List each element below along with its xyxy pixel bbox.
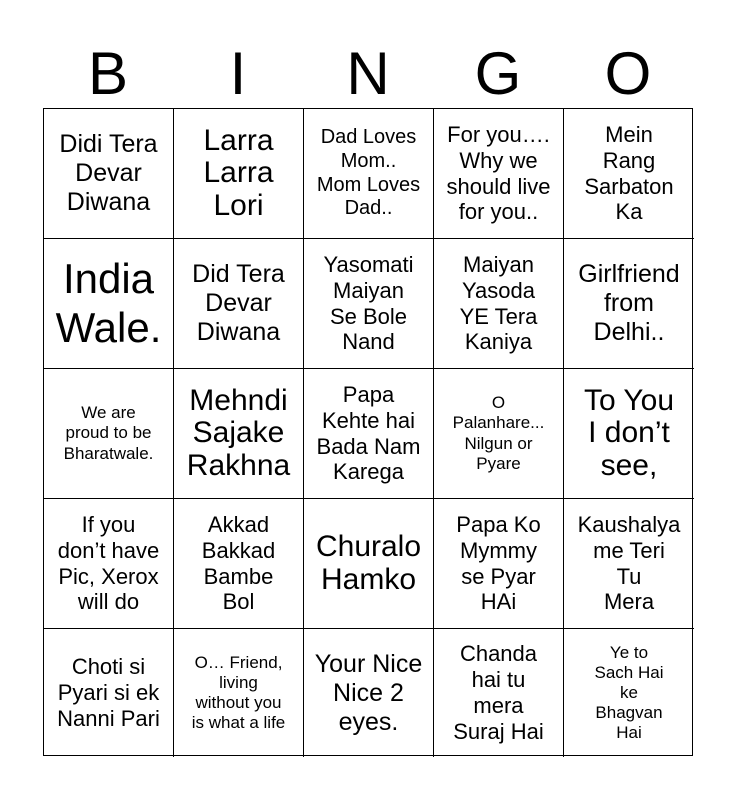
bingo-cell[interactable]: Akkad Bakkad Bambe Bol xyxy=(174,499,304,629)
bingo-cell[interactable]: Dad Loves Mom.. Mom Loves Dad.. xyxy=(304,109,434,239)
bingo-cell[interactable]: O Palanhare... Nilgun or Pyare xyxy=(434,369,564,499)
header-letter-b: B xyxy=(87,40,129,107)
bingo-cell[interactable]: Ye to Sach Hai ke Bhagvan Hai xyxy=(594,642,664,743)
bingo-cell[interactable]: Your Nice Nice 2 eyes. xyxy=(304,629,434,757)
bingo-cell[interactable]: Mein Rang Sarbaton Ka xyxy=(564,109,694,239)
bingo-cell[interactable]: Papa Kehte hai Bada Nam Karega xyxy=(304,369,434,499)
header-letter-o: O xyxy=(604,40,652,107)
bingo-cell[interactable]: Maiyan Yasoda YE Tera Kaniya xyxy=(434,239,564,369)
bingo-cell[interactable]: We are proud to be Bharatwale. xyxy=(44,369,174,499)
bingo-cell[interactable]: Kaushalya me Teri Tu Mera xyxy=(564,499,694,629)
bingo-cell[interactable]: Choti si Pyari si ek Nanni Pari xyxy=(44,629,174,757)
bingo-board xyxy=(43,108,693,756)
bingo-cell[interactable]: O… Friend, living without you is what a life xyxy=(174,629,304,757)
bingo-cell[interactable]: Papa Ko Mymmy se Pyar HAi xyxy=(434,499,564,629)
bingo-cell[interactable]: Did Tera Devar Diwana xyxy=(174,239,304,369)
header-letter-g: G xyxy=(474,40,522,107)
bingo-cell[interactable]: To You I don’t see, xyxy=(564,369,694,499)
bingo-cell[interactable]: Larra Larra Lori xyxy=(174,109,304,239)
bingo-cell[interactable]: Yasomati Maiyan Se Bole Nand xyxy=(304,239,434,369)
bingo-cell[interactable]: If you don’t have Pic, Xerox will do xyxy=(44,499,174,629)
bingo-cell[interactable]: Girlfriend from Delhi.. xyxy=(564,239,694,369)
bingo-cell[interactable]: Didi Tera Devar Diwana xyxy=(44,109,174,239)
bingo-cell[interactable]: India Wale. xyxy=(44,239,174,369)
header-letter-i: I xyxy=(229,40,247,107)
header-letter-n: N xyxy=(346,40,390,107)
bingo-cell[interactable]: Chanda hai tu mera Suraj Hai xyxy=(434,629,564,757)
bingo-header xyxy=(43,40,693,108)
bingo-cell[interactable]: Mehndi Sajake Rakhna xyxy=(174,369,304,499)
bingo-cell[interactable]: Churalo Hamko xyxy=(304,499,434,629)
bingo-cell[interactable]: For you…. Why we should live for you.. xyxy=(434,109,564,239)
